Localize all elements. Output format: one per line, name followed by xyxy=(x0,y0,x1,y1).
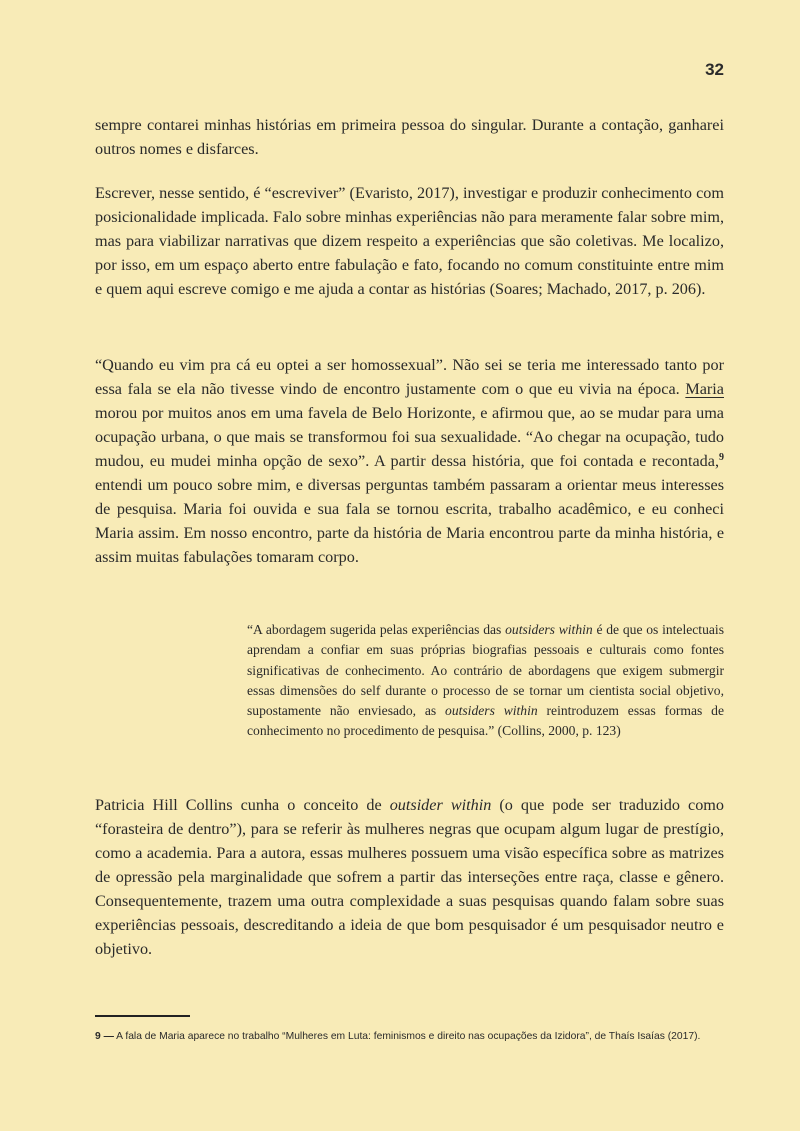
underlined-name-maria: Maria xyxy=(685,380,724,398)
paragraph-3-text-a: “Quando eu vim pra cá eu optei a ser homossexual”. Não sei se teria me interessado tanto por essa fala se ela não tivesse vindo de encontro justamente com o que eu vivia na época. xyxy=(95,356,724,398)
paragraph-2: Escrever, nesse sentido, é “escreviver” (Evaristo, 2017), investigar e produzir conhecimento com posicionalidade implicada. Falo sobre minhas experiências não para meramente falar sobre mim, mas para viabilizar narrativas que dizem respeito a experiências que são coletivas. Me localizo, por isso, em um espaço aberto entre fabulação e fato, focando no comum constituinte entre mim e quem aqui escreve comigo e me ajuda a contar as histórias (Soares; Machado, 2017, p. 206). xyxy=(95,184,724,298)
paragraph-4-text-b: (o que pode ser traduzido como “forasteira de dentro”), para se referir às mulheres negras que ocupam algum lugar de prestígio, como a academia. Para a autora, essas mulheres possuem uma visão específica sobre as matrizes de opressão pela marginalidade que sofrem a partir das interseções entre raça, classe e gênero. Consequentemente, trazem uma outra complexidade a suas pesquisas quando falam sobre suas experiências pessoais, descreditando a ideia de que bom pesquisador é um pesquisador neutro e objetivo. xyxy=(95,796,724,958)
footnote-text: A fala de Maria aparece no trabalho “Mulheres em Luta: feminismos e direito nas ocupações da Izidora”, de Thaís Isaías (2017). xyxy=(113,1031,701,1042)
footnote-divider xyxy=(95,1015,190,1017)
paragraph-3 xyxy=(95,353,724,569)
quote-text-b: é de que os intelectuais aprendam a confiar em suas próprias biografias pessoais e culturais como fontes significativas de conhecimento. Ao contrário de abordagens que exigem submergir essas dimensões do self durante o processo de se tornar um cientista social objetivo, supostamente não enviesado, as xyxy=(247,622,724,719)
paragraph-4-term: outsider within xyxy=(389,796,492,814)
footnote-mark: 9 — xyxy=(95,1031,114,1042)
block-quote xyxy=(247,620,724,742)
quote-term-1: outsiders within xyxy=(505,622,593,637)
quote-text-c: reintroduzem essas formas de conhecimento no procedimento de pesquisa.” (Collins, 2000, p. 123) xyxy=(247,703,724,739)
paragraph-4-text-a: Patricia Hill Collins cunha o conceito de xyxy=(95,796,390,814)
quote-text-a: “A abordagem sugerida pelas experiências das xyxy=(247,622,506,637)
page-number: 32 xyxy=(705,60,724,79)
quote-term-2: outsiders within xyxy=(445,703,538,719)
paragraph-3-text-b: morou por muitos anos em uma favela de Belo Horizonte, e afirmou que, ao se mudar para uma ocupação urbana, o que mais se transformou foi sua sexualidade. “Ao chegar na ocupação, tudo mudou, eu mudei minha opção de sexo”. A partir dessa história, que foi contada e recontada, xyxy=(95,404,724,470)
footnote-reference[interactable]: 9 xyxy=(719,452,724,463)
footnote xyxy=(95,1030,725,1044)
paragraph-1: sempre contarei minhas histórias em primeira pessoa do singular. Durante a contação, ganharei outros nomes e disfarces. xyxy=(95,116,724,158)
paragraph-3-text-c: entendi um pouco sobre mim, e diversas perguntas também passaram a orientar meus interesses de pesquisa. Maria foi ouvida e sua fala se tornou escrita, trabalho acadêmico, e eu conheci Maria assim. Em nosso encontro, parte da história de Maria encontrou parte da minha história, e assim muitas fabulações tomaram corpo. xyxy=(95,476,724,566)
paragraph-4 xyxy=(95,793,724,961)
